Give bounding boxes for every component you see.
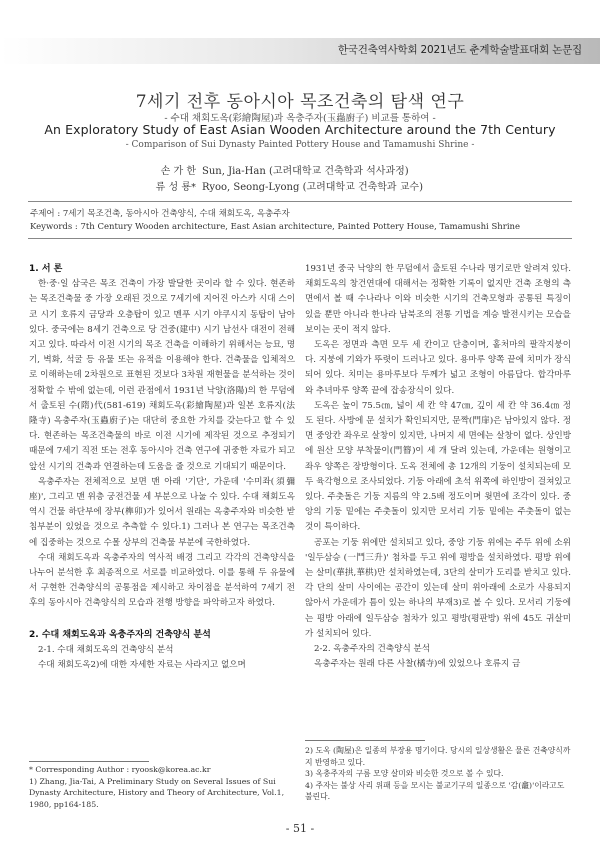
- paper-subtitle-korean: - 수대 채회도옥(彩繪陶屋)과 옥충주자(玉蟲廚子) 비교를 통하여 -: [164, 113, 436, 124]
- author-1-detail: Sun, Jia-Han (고려대학교 건축학과 석사과정): [202, 166, 409, 177]
- author-2-detail: Ryoo, Seong-Lyong (고려대학교 건축학과 교수): [202, 182, 423, 193]
- footnote-2: 2) 도옥 (陶屋)은 일종의 부장용 명기이다. 당시의 일상생활은 물론 건축양식까지 반영하고 있다.: [305, 746, 571, 767]
- keywords-rule-top: [28, 201, 572, 202]
- page-number: - 51 -: [285, 822, 315, 835]
- footnote-rule-left: [29, 761, 149, 762]
- right-paragraph-1: 1931년 중국 낙양의 한 무덤에서 출토된 수나라 명기로만 알려져 있다. 채회도옥의 창건연대에 대해서는 정확한 기록이 없지만 건축 조형의 측면에서 볼 때 수나라나 이와 비슷한 시기의 건축모형과 공통된 특징이 있을 뿐만 아니라 한나라 남북조의 전통 기법을 계승 발전시키는 모습을 보이는 곳이 적지 않다.: [305, 264, 571, 335]
- keywords-rule-bottom: [28, 238, 572, 239]
- author-1-name: 손 가 한: [160, 166, 196, 177]
- right-paragraph-5: 옥충주자는 원래 다른 사찰(橘寺)에 있었으나 호류지 금: [314, 659, 521, 670]
- footnote-3: 3) 옥충주자의 구름 모양 살미와 비슷한 것으로 볼 수 있다.: [305, 769, 504, 778]
- keywords-english: Keywords : 7th Century Wooden architecture, East Asian architecture, Painted Pottery House, Tamamushi Shrine: [30, 222, 521, 232]
- footnote-corresponding: * Corresponding Author : ryoosk@korea.ac.kr: [29, 765, 211, 774]
- author-1: [150, 162, 409, 177]
- paper-title-english: An Exploratory Study of East Asian Wooden Architecture around the 7th Century: [44, 122, 556, 137]
- section-heading-2: 2. 수대 채회도옥과 옥충주자의 건축양식 분석: [29, 629, 211, 640]
- right-paragraph-2: 도옥은 정면과 측면 모두 세 칸이고 단층이며, 홑처마의 팔작지붕이다. 지붕에 기와가 뚜렷이 드러나고 있다. 용마루 양쪽 끝에 치미가 장식되어 있다. 치미는 용마루보다 두께가 넓고 조형이 아름답다. 합각마루와 추녀마루 양쪽 끝에 잡송장식이 있다.: [305, 340, 571, 396]
- paper-subtitle-english: - Comparison of Sui Dynasty Painted Pottery House and Tamamushi Shrine -: [125, 140, 475, 150]
- journal-header: 한국건축역사학회 2021년도 춘계학술발표대회 논문집: [337, 44, 582, 56]
- subsection-heading-2-2: 2-2. 옥충주자의 건축양식 분석: [314, 644, 431, 655]
- paper-title: 7세기 전후 동아시아 목조건축의 탐색 연구: [135, 92, 465, 112]
- intro-paragraph-1: 한·중·일 삼국은 목조 건축이 가장 발달한 곳이라 할 수 있다. 현존하는 목조건축물 중 가장 오래된 것으로 7세기에 지어진 아스카 시대 스이코 시기 호류지 금당과 오층탑이 있고 멘푸 시기 야쿠시지 동탑이 남아있다. 중국에는 8세기 건축으로 당 건중(建中) 시기 남선사 대전이 전해지고 있다. 따라서 이전 시기의 목조 건축을 이해하기 위해서는 능묘, 명기, 벽화, 석굴 등 유물 또는 유적을 이용해야 한다. 건축물을 입체적으로 이해하는데 2차원으로 표현된 것보다 3차원 재현물을 분석하는 것이 정확할 수 밖에 없는데, 이런 관점에서 1931년 낙양(洛陽)의 한 무덤에서 출토된 수(隋)代(581-619) 채회도옥(彩繪陶屋)과 일본 호류지(法隆寺) 옥충주자(玉蟲廚子)는 대단히 중요한 가치를 갖는다고 할 수 있다. 현존하는 목조건축물의 바로 이전 시기에 제작된 것으로 추정되기 때문에 7세기 직전 또는 전후 동아시아 건축 연구에 귀중한 자료가 되고 앞선 시기의 건축과 연결하는데 도움을 줄 것으로 기대되기 때문이다.: [29, 279, 295, 472]
- footnotes-left: [29, 764, 295, 810]
- right-paragraph-3: 도옥은 높이 75.5㎝, 넓이 세 칸 약 47㎝, 깊이 세 칸 약 36.4㎝ 정도 된다. 사방에 문 설치가 확인되지만, 문짝(門扉)은 남아있지 않다. 정면 중앙칸 좌우로 살창이 있지만, 나머지 세 면에는 살창이 없다. 상인방에 원산 모양 부착물이(門簪)이 세 개 달려 있는데, 가운데는 원형이고 좌우 양쪽은 장방형이다. 도옥 전체에 총 12개의 기둥이 설치되는데 모두 육각형으로 조사되었다. 기둥 아래에 초석 위쪽에 하인방이 걸쳐있고 있다. 주춧돌은 기둥 지름의 약 2.5배 정도이며 윗면에 조각이 있다. 중앙의 기둥 밑에는 주춧돌이 있지만 모서리 기둥 밑에는 주춧돌이 없는 것이 특이하다.: [305, 400, 571, 533]
- footnote-4: 4) 주자는 불상 사리 위패 등을 모시는 불교기구의 일종으로 '감(龕)'이라고도 불린다.: [305, 780, 565, 801]
- intro-paragraph-2: 옥충주자는 전체적으로 보면 맨 아래 '기단', 가운데 '수미좌(須彌座)', 그리고 맨 위층 궁전건물 세 부분으로 나눌 수 있다. 수대 채회도옥 역시 건물 하단부에 장부(榫卯)가 있어서 원래는 옥충주자와 비슷한 받침부분이 있었을 것으로 추측할 수 있다.1) 그러나 본 연구는 목조건축에 집중하는 것으로 수몰 상부의 건축물 부분에 국한하였다.: [29, 476, 295, 548]
- author-2-name: 류 성 룡*: [155, 182, 196, 193]
- footnote-rule-right: [305, 740, 425, 741]
- keywords-korean: 주제어 : 7세기 목조건축, 동아시아 건축양식, 수대 채회도옥, 옥충주자: [30, 209, 290, 219]
- author-2: [150, 178, 423, 193]
- footnotes-right: [305, 745, 571, 803]
- footnote-1: 1) Zhang, Jia-Tai, A Preliminary Study on Several Issues of Sui Dynasty Architecture, History and Theory of Architecture, Vol.1, 1980, pp164-185.: [29, 776, 285, 809]
- intro-paragraph-3: 수대 채회도옥과 옥충주자의 역사적 배경 그리고 각각의 건축양식을 나누어 분석한 후 최종적으로 서로를 비교하였다. 이를 통해 두 유물에서 구현한 건축양식의 공통점을 제시하고 차이점을 분석하여 7세기 전후의 동아시아 건축양식의 모습과 전행 방향을 파악하고자 하였다.: [29, 552, 295, 609]
- right-column: [305, 262, 571, 672]
- page-top-margin: [0, 0, 600, 34]
- section2-paragraph-1: 수대 채회도옥2)에 대한 자세한 자료는 사라지고 없으며: [38, 660, 246, 671]
- left-column: [29, 262, 295, 673]
- subsection-heading-2-1: 2-1. 수대 채회도옥의 건축양식 분석: [38, 644, 174, 655]
- section-heading-intro: 1. 서 론: [29, 264, 63, 274]
- right-paragraph-4: 공포는 기둥 위에만 설치되고 있다, 중앙 기둥 위에는 주두 위에 소위 '일두삼승 (一鬥三升)' 첨차를 두고 위에 평방을 설치하였다. 평방 위에는 살미(華拱,華栱)만 설치하였는데, 3단의 살미가 도리를 받치고 있다. 각 단의 살미 사이에는 공간이 있는데 살미 위아래에 소로가 사용되지 않아서 가운데가 틈이 있는 하나의 부재3)로 볼 수 있다. 모서리 기둥에는 평방 아래에 일두삼승 첨차가 있고 평방(평판방) 위에 45도 귀살미가 설치되어 있다.: [305, 537, 571, 639]
